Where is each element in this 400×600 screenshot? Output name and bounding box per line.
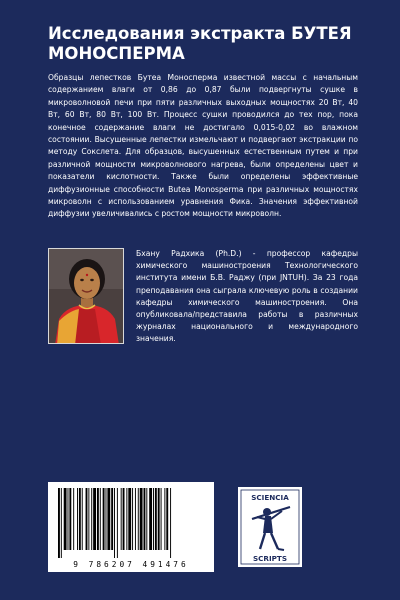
barcode-bar (166, 488, 168, 550)
barcode-bar (68, 488, 69, 550)
barcode-bar (86, 488, 88, 550)
barcode-bar (126, 488, 127, 550)
barcode-bar (69, 488, 71, 550)
barcode-bar (61, 488, 62, 558)
barcode-bar (111, 488, 113, 550)
barcode-bar (149, 488, 152, 550)
barcode-bar (73, 488, 74, 550)
author-portrait-icon (49, 249, 124, 344)
publisher-logo (238, 487, 302, 567)
barcode-bar (117, 488, 118, 558)
barcode-bar (170, 488, 171, 558)
barcode-bar (161, 488, 162, 550)
barcode-bar (79, 488, 81, 550)
barcode-bar (58, 488, 60, 558)
author-photo (48, 248, 124, 344)
barcode-bar (100, 488, 101, 550)
author-bio: Бхану Радхика (Ph.D.) - профессор кафедры химического машиностроения Технологического института имени Б.В. Раджу (при JNTUH). За 23 года преподавания она сыграла ключевую роль в создании кафедры химического машиностроения. Она опубликовала/представила работы в различных журналах национального и международного значения. (136, 249, 358, 344)
barcode-bar (64, 488, 67, 550)
barcode-bar (107, 488, 110, 550)
barcode-bar (91, 488, 92, 550)
barcode-bar (144, 488, 146, 550)
book-abstract: Образцы лепестков Бутеа Моносперма известной массы с начальным содержанием влаги от 0,86 до 0,87 были подвергнуты сушке в микроволновой печи при пяти различных выходных мощностях 20 Вт, 40 Вт, 60 Вт, 80 Вт, 100 Вт. Процесс сушки проводился до тех пор, пока конечное содержание влаги не достигало 0,015-0,02 во влажном состоянии. Высушенные лепестки измельчают и подвергают экстракции по методу Сокслета. Для образцов, высушенных естественным путем и при различной мощности микроволнового нагрева, были определены цвет и показатели кислотности. Также были определены эффективные диффузионные способности Butea Monosperma при различных мощностях микроволн с использованием уравнения Фика. Значения эффективной диффузии увеличивались с ростом мощности микроволн. (48, 73, 358, 219)
barcode-bar (155, 488, 157, 550)
barcode-bar (140, 488, 143, 550)
barcode-bars (56, 488, 206, 558)
barcode-bar (158, 488, 160, 550)
barcode-bar (121, 488, 122, 550)
book-title: Исследования экстракта БУТЕЯ МОНОСПЕРМА (48, 24, 352, 63)
barcode-bar (164, 488, 165, 550)
barcode-bar (132, 488, 133, 550)
barcode-bar (106, 488, 107, 550)
barcode-bar (135, 488, 136, 550)
logo-line-top: SCIENCIA (251, 493, 289, 502)
barcode-bar (93, 488, 96, 550)
barcode-bar (88, 488, 89, 550)
barcode-bar (123, 488, 125, 550)
barcode-bar (97, 488, 99, 550)
barcode-bar (128, 488, 131, 550)
isbn-barcode (48, 482, 214, 572)
barcode-bar (103, 488, 105, 550)
figure-with-raised-stick-icon (238, 487, 302, 567)
barcode-bar (153, 488, 154, 550)
barcode-bar (138, 488, 139, 550)
barcode-bar (82, 488, 83, 550)
isbn-number: 9 786207 491476 (73, 560, 189, 569)
barcode-bar (114, 488, 115, 558)
barcode-bar (77, 488, 78, 550)
barcode-bar (146, 488, 147, 550)
logo-line-bottom: SCRIPTS (252, 554, 288, 563)
